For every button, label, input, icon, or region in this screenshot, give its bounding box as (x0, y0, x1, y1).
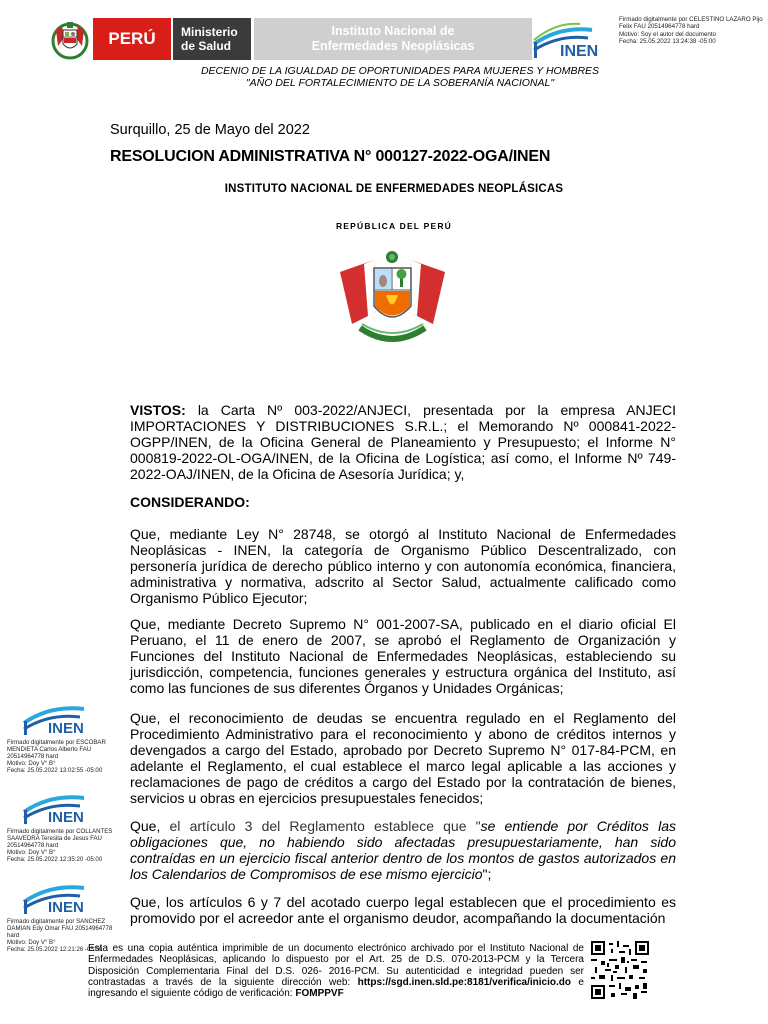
qr-code-icon (591, 941, 649, 999)
inen-logo-icon (530, 20, 614, 62)
paragraph-4-start: Que, (130, 818, 170, 834)
svg-text:INEN: INEN (48, 899, 84, 916)
inen-logo-icon (20, 882, 110, 916)
ministry-label: Ministerio de Salud (181, 25, 238, 53)
inen-logo-icon (20, 703, 110, 737)
paragraph-4-quote: se entiende por Créditos las obligaciones que, no habiendo sido afectadas presupuestariamente, han sido contraídas en un ejercicio fiscal anterior dentro de los montos de gastos autorizados en los Calendarios de Compromisos de ese mismo ejercicio (130, 818, 676, 882)
side-signature-3: Firmado digitalmente por SANCHEZ DAMIAN Edy Omar FAU 20514964778 hard Motivo: Doy V° B° Fecha: 25.05.2022 12:21:26 -05:00 (7, 918, 113, 953)
institute-badge (254, 18, 532, 60)
inen-logo-icon (20, 792, 110, 826)
side-signature-2: Firmado digitalmente por COLLANTES SAAVEDRA Teresita de Jesus FAU 20514964778 hard Motivo: Doy V° B° Fecha: 25.05.2022 12:35:20 -05:00 (7, 828, 113, 863)
considerando-heading (130, 494, 676, 510)
place-date: Surquillo, 25 de Mayo del 2022 (110, 122, 310, 138)
decenio-line-1: DECENIO DE LA IGUALDAD DE OPORTUNIDADES PARA MUJERES Y HOMBRES (200, 65, 600, 77)
svg-text:INEN: INEN (48, 720, 84, 737)
resolution-title: RESOLUCION ADMINISTRATIVA N° 000127-2022-OGA/INEN (110, 148, 551, 165)
verification-link[interactable]: https://sgd.inen.sld.pe:8181/verifica/inicio.do (357, 976, 571, 988)
paragraph-3: Que, el reconocimiento de deudas se encuentra regulado en el Reglamento del Procedimiento Administrativo para el reconocimiento y abono de créditos internos y devengados a cargo del Estado, aprobado por Decreto Supremo N° 017-84-PCM, en adelante el Reglamento, el cual establece el marco legal aplicable a las acciones y reclamaciones de pago de créditos a cargo del Estado por la contratación de bienes, servicios u obras en ejercicios presupuestales fenecidos; (130, 710, 676, 806)
paragraph-2: Que, mediante Decreto Supremo N° 001-2007-SA, publicado en el diario oficial El Peruano, el 11 de enero de 2007, se aprobó el Reglamento de Organización y Funciones del Instituto Nacional de Enfermedades Neoplásicas, estableciendo su jurisdicción, competencia, funciones generales y estructura orgánica del Instituto, así como las funciones de sus diferentes Órganos y Unidades Orgánicas; (130, 616, 676, 696)
considerando-label: CONSIDERANDO: (130, 494, 250, 510)
institute-title: INSTITUTO NACIONAL DE ENFERMEDADES NEOPLÁSICAS (224, 183, 564, 195)
ministry-badge (173, 18, 251, 60)
verification-footer (88, 943, 584, 999)
national-coat-of-arms-icon (330, 250, 455, 348)
vistos-text: la Carta Nº 003-2022/ANJECI, presentada por la empresa ANJECI IMPORTACIONES Y DISTRIBUCIONES S.R.L.; el Memorando Nº 000841-2022-OGPP/INEN, de la Oficina General de Planeamiento y Presupuesto; el Informe N° 000819-2022-OL-OGA/INEN, de la Oficina de Logística; así como, el Informe Nº 749-2022-OAJ/INEN, de la Oficina de Asesoría Jurídica; y, (130, 402, 676, 482)
coat-of-arms-icon (50, 16, 90, 62)
decenio-header (120, 66, 680, 89)
verification-code: FOMPPVF (295, 988, 344, 1000)
svg-text:INEN: INEN (48, 809, 84, 826)
paragraph-1: Que, mediante Ley N° 28748, se otorgó al Instituto Nacional de Enfermedades Neoplásicas - INEN, la categoría de Organismo Público Descentralizado, con personería jurídica de derecho público interno y con autonomía económica, financiera, administrativa y normativa, adscrito al Sector Salud, actualmente calificado como Organismo Público Ejecutor; (130, 526, 676, 606)
paragraph-5: Que, los artículos 6 y 7 del acotado cuerpo legal establecen que el procedimiento es promovido por el acreedor ante el organismo deudor, acompañando la documentación (130, 894, 676, 926)
footer-text: Esta es una copia auténtica imprimible de un documento electrónico archivado por el Instituto Nacional de Enfermedades Neoplásicas, aplicando lo dispuesto por el Art. 25 de D.S. 070-2013-PCM y la Tercera Disposición Complementaria Final del D.S. 026- 2016-PCM. Su autenticidad e integridad pueden ser contrastadas a través de la siguiente dirección web: (88, 943, 584, 988)
republic-title: REPÚBLICA DEL PERÚ (335, 221, 453, 231)
peru-badge (93, 18, 171, 60)
vistos-paragraph (130, 402, 676, 482)
country-label: PERÚ (108, 29, 156, 48)
side-signature-1: Firmado digitalmente por ESCOBAR MENDIETA Carlos Alberto FAU 20514964778 hard Motivo: Doy V° B° Fecha: 25.05.2022 13:02:55 -05:00 (7, 739, 106, 774)
digital-signature-top: Firmado digitalmente por CELESTINO LAZARO Pijo Felix FAU 20514964778 hard Motivo: Soy el autor del documento Fecha: 25.05.2022 13:24:38 -05:00 (619, 16, 763, 46)
decenio-line-2: "AÑO DEL FORTALECIMIENTO DE LA SOBERANÍA NACIONAL" (245, 76, 555, 89)
paragraph-4 (130, 818, 676, 882)
svg-text:INEN: INEN (560, 43, 599, 60)
footer-text-mid: e ingresando el siguiente código de verificación: (88, 976, 584, 1000)
paragraph-4-mid: el artículo 3 del Reglamento establece que " (169, 818, 481, 834)
paragraph-4-end: "; (482, 866, 492, 882)
vistos-label: VISTOS: (130, 402, 186, 418)
institute-label: Instituto Nacional de Enfermedades Neoplásicas (311, 24, 475, 53)
